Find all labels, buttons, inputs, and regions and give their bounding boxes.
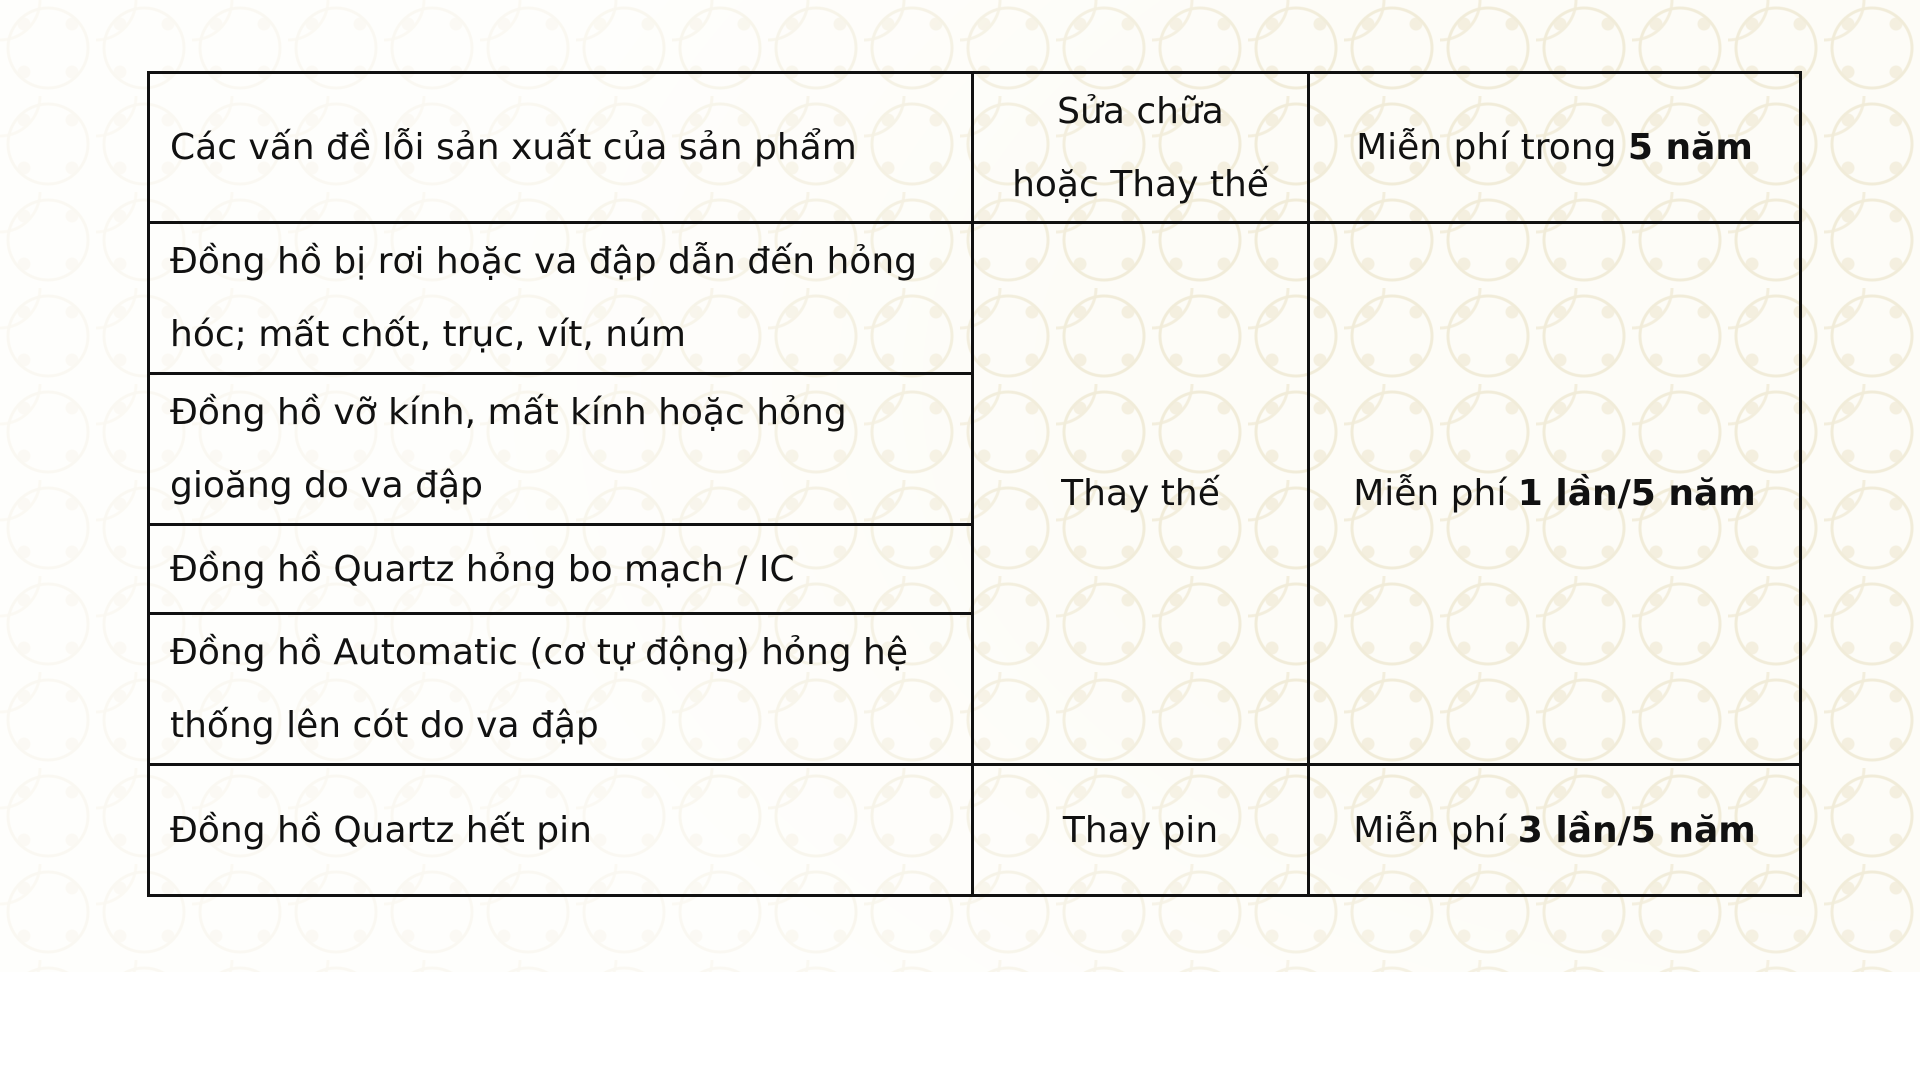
header-service-line2: hoặc Thay thế [1012, 163, 1269, 205]
group-service-cell: Thay thế [973, 223, 1309, 765]
battery-terms-cell [1309, 765, 1801, 896]
battery-row [149, 765, 1801, 896]
header-service-cell [973, 73, 1309, 223]
battery-issue-cell: Đồng hồ Quartz hết pin [149, 765, 973, 896]
issue-cell: Đồng hồ Automatic (cơ tự động) hỏng hệ thống lên cót do va đập [149, 614, 973, 765]
header-terms-prefix: Miễn phí trong [1356, 127, 1628, 168]
warranty-table [147, 71, 1802, 897]
group-terms-cell [1309, 223, 1801, 765]
issue-cell: Đồng hồ bị rơi hoặc va đập dẫn đến hỏng hóc; mất chốt, trục, vít, núm [149, 223, 973, 374]
table-header-row [149, 73, 1801, 223]
battery-service-cell: Thay pin [973, 765, 1309, 896]
group-terms-bold: 1 lần/5 năm [1517, 473, 1756, 514]
header-issue-cell: Các vấn đề lỗi sản xuất của sản phẩm [149, 73, 973, 223]
table-row [149, 223, 1801, 374]
issue-cell: Đồng hồ vỡ kính, mất kính hoặc hỏng gioăng do va đập [149, 374, 973, 525]
battery-terms-prefix: Miễn phí [1353, 809, 1518, 851]
group-terms-prefix: Miễn phí [1353, 473, 1518, 514]
battery-terms-bold: 3 lần/5 năm [1517, 809, 1756, 851]
header-terms-bold: 5 năm [1627, 127, 1753, 168]
issue-cell: Đồng hồ Quartz hỏng bo mạch / IC [149, 525, 973, 614]
header-terms-cell [1309, 73, 1801, 223]
header-service-line1: Sửa chữa [1057, 90, 1224, 132]
